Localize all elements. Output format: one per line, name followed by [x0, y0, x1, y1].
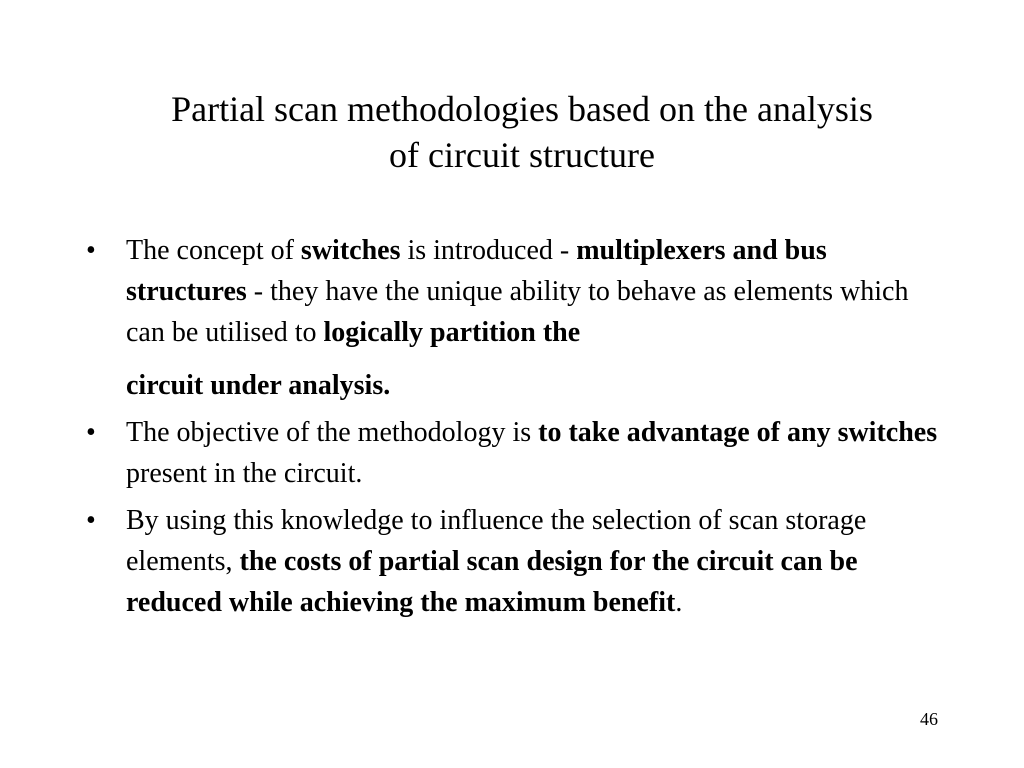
bullet-text: .: [675, 587, 683, 618]
bullet-dot: •: [86, 235, 96, 266]
slide-title: [60, 86, 984, 178]
page-number: 46: [920, 709, 938, 729]
slide-title-line-1: Partial scan methodologies based on the analysis: [171, 89, 873, 129]
bullet-text: By using this knowledge to influence the selection of scan storage elements,: [126, 505, 867, 577]
bullet-bold-text: the costs of partial scan design for the circuit can be reduced while achieving the maximum benefit: [126, 546, 858, 618]
bullet-item-knowledge: [86, 500, 946, 623]
slide-title-line-2: of circuit structure: [389, 135, 655, 175]
bullet-text: is introduced -: [400, 235, 577, 266]
bullet-list: [86, 230, 946, 629]
bullet-dot: •: [86, 505, 96, 536]
bullet-bold-text: to take advantage of any switches: [538, 417, 938, 448]
bullet-dot: •: [86, 417, 96, 448]
bullet-text: present in the circuit.: [126, 458, 363, 489]
bullet-text: The objective of the methodology is: [126, 417, 539, 448]
bullet-bold-text: circuit under analysis.: [126, 370, 391, 401]
bullet-item-switches: [86, 230, 946, 406]
bullet-text: - they have the unique ability to behave as elements which can be utilised to: [126, 276, 909, 348]
bullet-bold-text: switches: [300, 235, 401, 266]
bullet-bold-text: multiplexers and bus structures: [126, 235, 827, 307]
bullet-text: The concept of: [126, 235, 301, 266]
bullet-item-objective: [86, 412, 946, 494]
bullet-bold-text: logically partition the: [323, 317, 581, 348]
